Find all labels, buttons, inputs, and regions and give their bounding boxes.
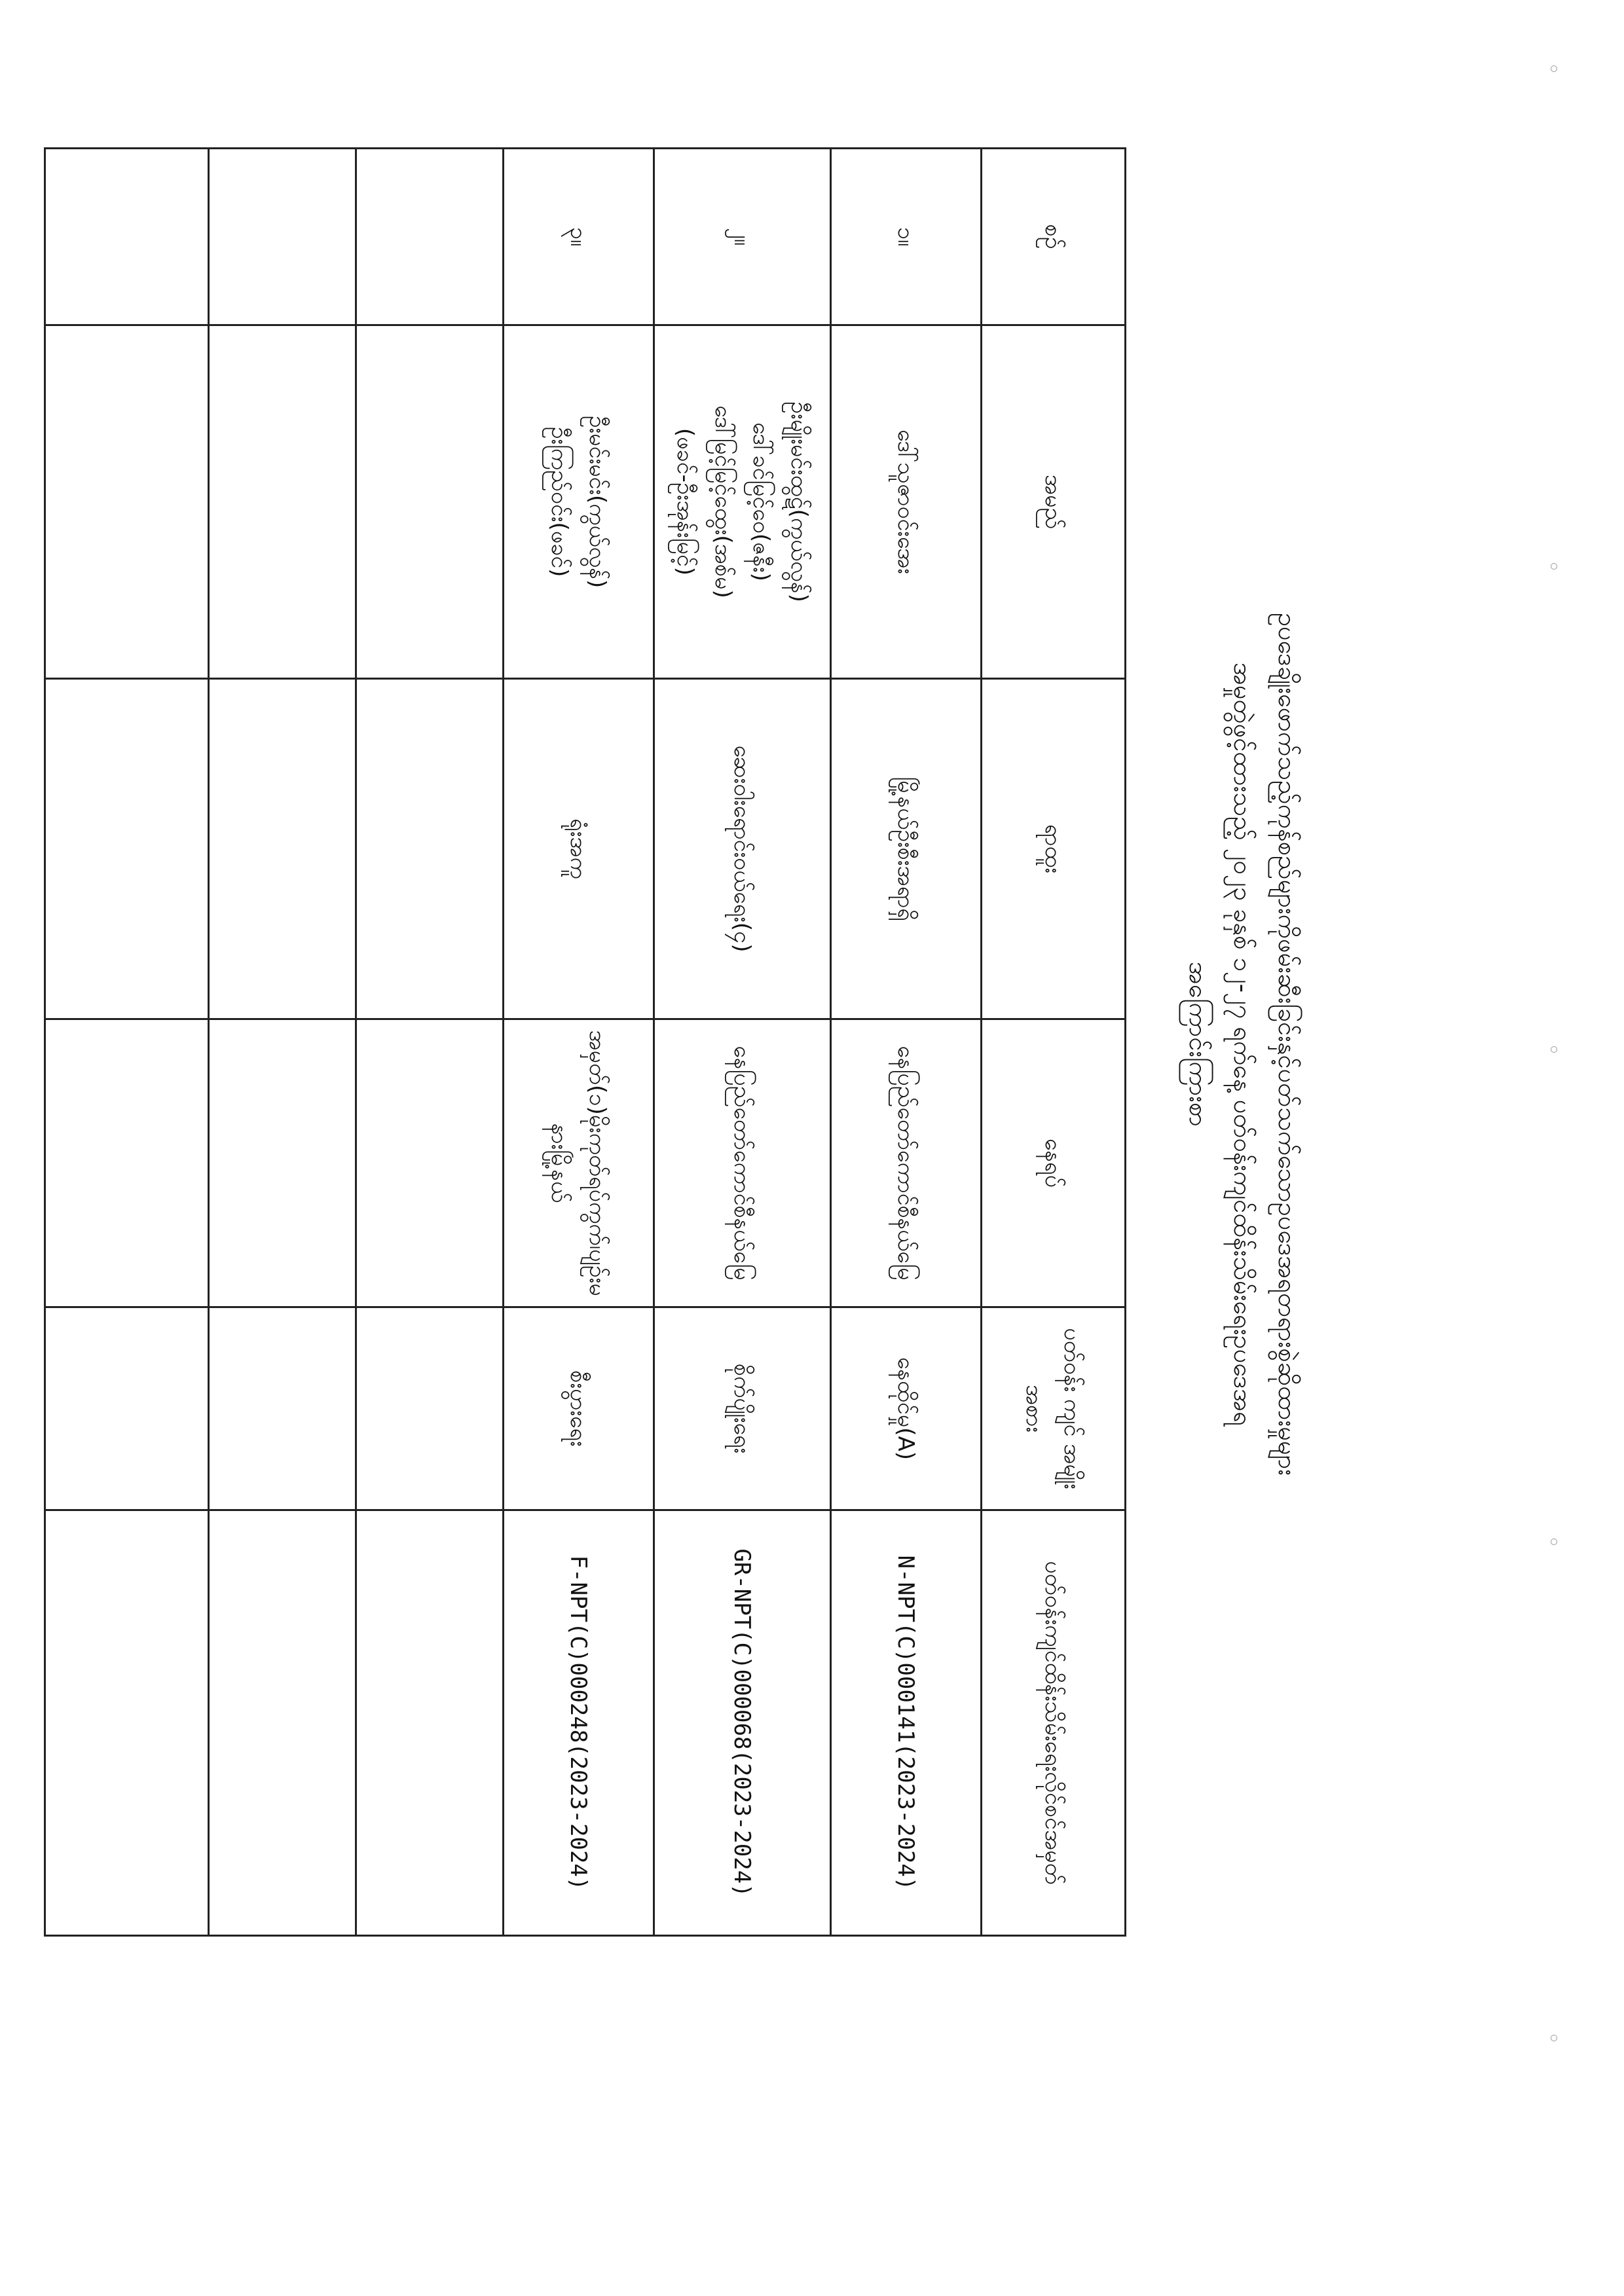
title-line-1: ဥပဒေချိုးဖောက်သည့်ကုန်စည်များကိုဖမ်းဆီးခြင်းနှင့်ပတ်သက်သောဥပဒေအရတရားစွဲဆိုထားမှုများ [1273,612,1302,1476]
empty-cell [356,1019,504,1307]
title-line-3: အကြောင်းကြားစာ [1184,961,1213,1127]
row-position: မြို့နယ်ဦးစီးအရာရှိ [831,679,982,1019]
row-license: F-NPT(C)000248(2023-2024) [504,1510,654,1936]
row-license: N-NPT(C)000141(2023-2024) [831,1510,982,1936]
row-position: ဆေးဝါးရောင်းဝယ်ရေး(၄) [654,679,831,1019]
name-line: ဦးမျိုးမင်းထွဋ်(ကွယ်လွန်) [786,401,813,602]
empty-cell [209,1019,356,1307]
empty-cell [45,1019,209,1307]
row-name [504,325,654,679]
name-line: ဒေါ်ခင်မြင့်ဝေ(ဇနီး) [748,422,775,581]
empty-cell [356,1307,504,1510]
empty-table-row [45,149,209,1936]
empty-table-row [356,149,504,1936]
row-name [831,325,982,679]
scan-speck [1551,65,1557,72]
empty-cell [356,325,504,679]
empty-cell [209,149,356,325]
table-row [831,149,982,1936]
empty-cell [45,679,209,1019]
name-line: ဦးမင်းမင်း(ကွယ်လွန်) [584,415,611,589]
scan-speck [1551,1046,1557,1053]
row-serial: ၃။ [504,149,654,325]
scan-speck [1551,2035,1557,2041]
row-category: စီးပွားရေး [504,1307,654,1510]
empty-cell [45,325,209,679]
rotated-document-sheet [26,141,1310,1948]
empty-cell [209,679,356,1019]
row-address: နေပြည်တော်ကောင်စီနယ်မြေ [831,1019,982,1307]
row-address: အမှတ်(၁)မိုးကုတ်ရပ်ကွက်၊ပျဉ်းမနားမြို့နယ် [504,1019,654,1307]
name-line: ဦးကြည်ဝင်း(ဖခင်) [546,426,573,577]
document-title [1120,141,1310,1948]
empty-cell [45,149,209,325]
empty-cell [209,325,356,679]
row-position: ရုံးအကူ [504,679,654,1019]
row-name [654,325,831,679]
empty-cell [356,1510,504,1936]
row-serial: ၂။ [654,149,831,325]
records-table [44,147,1126,1937]
row-serial: ၁။ [831,149,982,325]
row-license: GR-NPT(C)000068(2023-2024) [654,1510,831,1936]
scan-speck [1551,563,1557,570]
empty-cell [356,679,504,1019]
header-address: နေရပ် [982,1019,1126,1307]
header-license: ပတ်ဝန်းကျင်ထိန်းသိမ်းရေးလိုင်စင်အမှတ် [982,1510,1126,1936]
row-address: နေပြည်တော်ကောင်စီနယ်မြေ [654,1019,831,1307]
empty-cell [356,149,504,325]
row-category: နေထိုင်မှု(A) [831,1307,982,1510]
name-line: (ဖခင်-ဦးအုန်းမြင့်) [672,428,699,576]
empty-cell [45,1510,209,1936]
header-name: အမည် [982,325,1126,679]
header-serial: စဉ် [982,149,1126,325]
header-category: ပတ်ဝန်း ကျင် အမျိုးအစား [982,1307,1126,1510]
name-line: ဒေါ်သူဇာဝင်းအေး [893,429,919,574]
scan-speck [1551,1539,1557,1545]
table-row [654,149,831,1936]
empty-cell [45,1307,209,1510]
row-category: စိုက်ပျိုးရေး [654,1307,831,1510]
table-header-row [982,149,1126,1936]
empty-cell [209,1307,356,1510]
empty-cell [209,1510,356,1936]
table-row [504,149,654,1936]
empty-table-row [209,149,356,1936]
title-line-2: အမှုတွဲဖွင့်ထားသည့် ၂၀၂၃ ခုနှစ် ၁၂-၂၇ ရက်နေ့ ပတ်ဝန်းကျင်ထိန်းသိမ်းရေးဥပဒေအရ [1228,662,1257,1427]
header-position: ရာထူး [982,679,1126,1019]
name-line: ဒေါ်မြင့်မြင့်ထွေး(အစ်မ) [710,405,737,598]
